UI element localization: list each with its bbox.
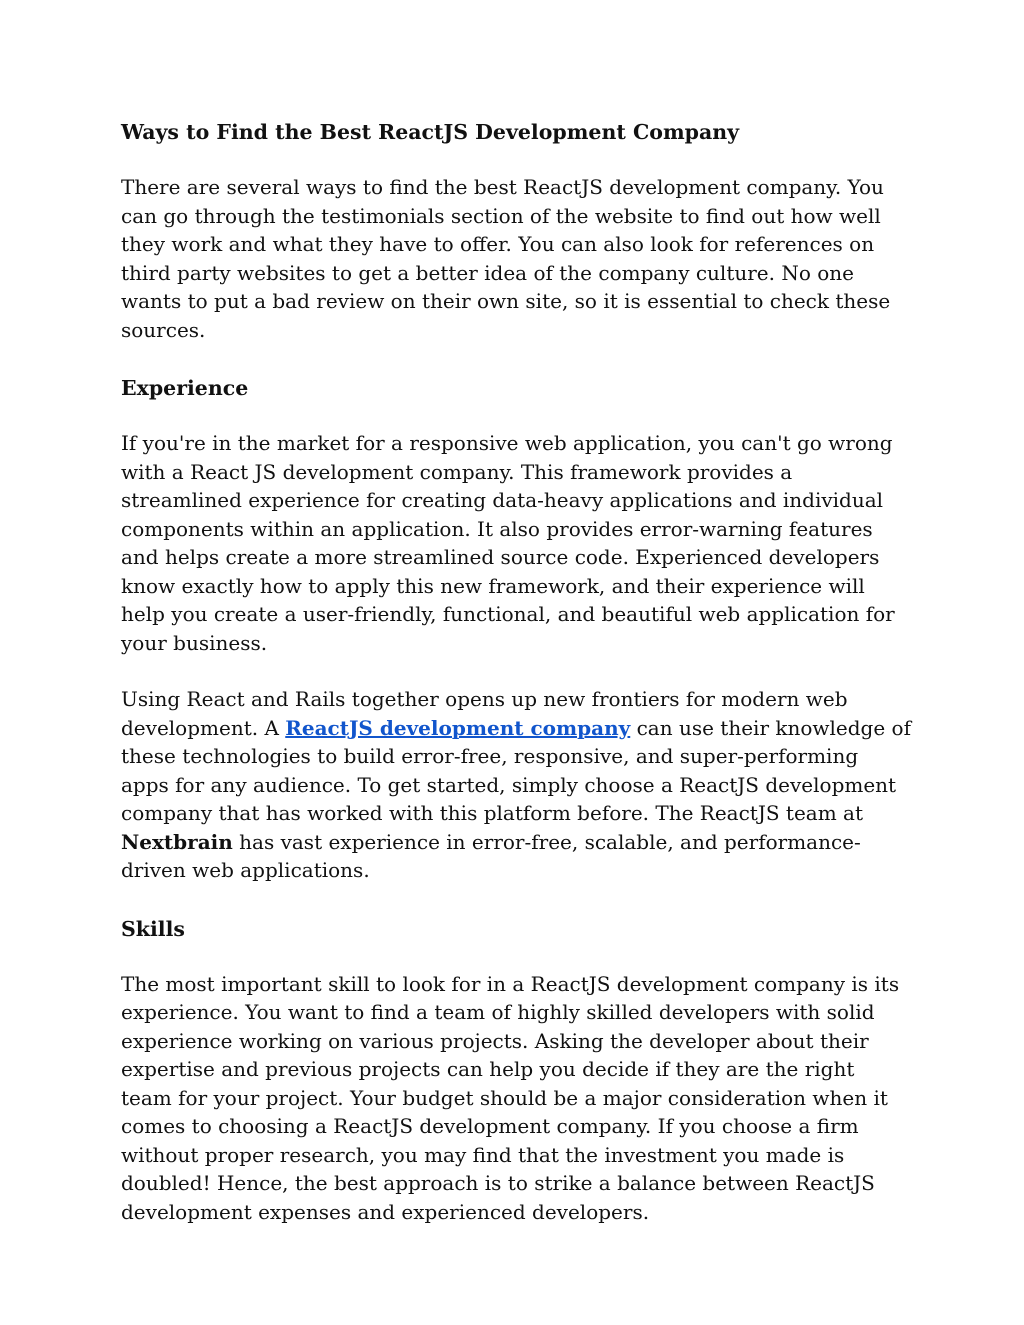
section-heading-experience: Experience (121, 376, 249, 400)
nextbrain-bold-text: Nextbrain (121, 829, 233, 854)
document-title: Ways to Find the Best ReactJS Development Company (121, 120, 740, 144)
intro-paragraph: There are several ways to find the best ReactJS development company. You can go through the testimonials section of the website to find out how well they work and what they have to offer. You can also look for references on third party websites to get a better idea of the company culture. No one wants to put a bad review on their own site, so it is essential to check these sources. (121, 175, 891, 342)
document-page (121, 116, 911, 1226)
reactjs-development-company-link[interactable]: ReactJS development company (285, 715, 631, 740)
experience-paragraph-2 (121, 685, 911, 885)
experience-paragraph-2-text-c: has vast experience in error-free, scalable, and performance-driven web applications. (121, 829, 861, 882)
experience-paragraph-2-text-a: Using React and Rails together opens up new frontiers for modern web development. A (121, 687, 848, 740)
experience-paragraph-1: If you're in the market for a responsive web application, you can't go wrong with a React JS development company. This framework provides a streamlined experience for creating data-heavy applications and individual components within an application. It also provides error-warning features and helps create a more streamlined source code. Experienced developers know exactly how to apply this new framework, and their experience will help you create a user-friendly, functional, and beautiful web application for your business. (121, 431, 895, 655)
skills-paragraph-1: The most important skill to look for in a ReactJS development company is its experience. You want to find a team of highly skilled developers with solid experience working on various projects. Asking the developer about their expertise and previous projects can help you decide if they are the right team for your project. Your budget should be a major consideration when it comes to choosing a ReactJS development company. If you choose a firm without proper research, you may find that the investment you made is doubled! Hence, the best approach is to strike a balance between ReactJS development expenses and experienced developers. (121, 971, 900, 1224)
section-heading-skills: Skills (121, 916, 185, 941)
experience-paragraph-2-text-b: can use their knowledge of these technologies to build error-free, responsive, and super-performing apps for any audience. To get started, simply choose a ReactJS development company that has worked with this platform before. The ReactJS team at (121, 715, 911, 825)
